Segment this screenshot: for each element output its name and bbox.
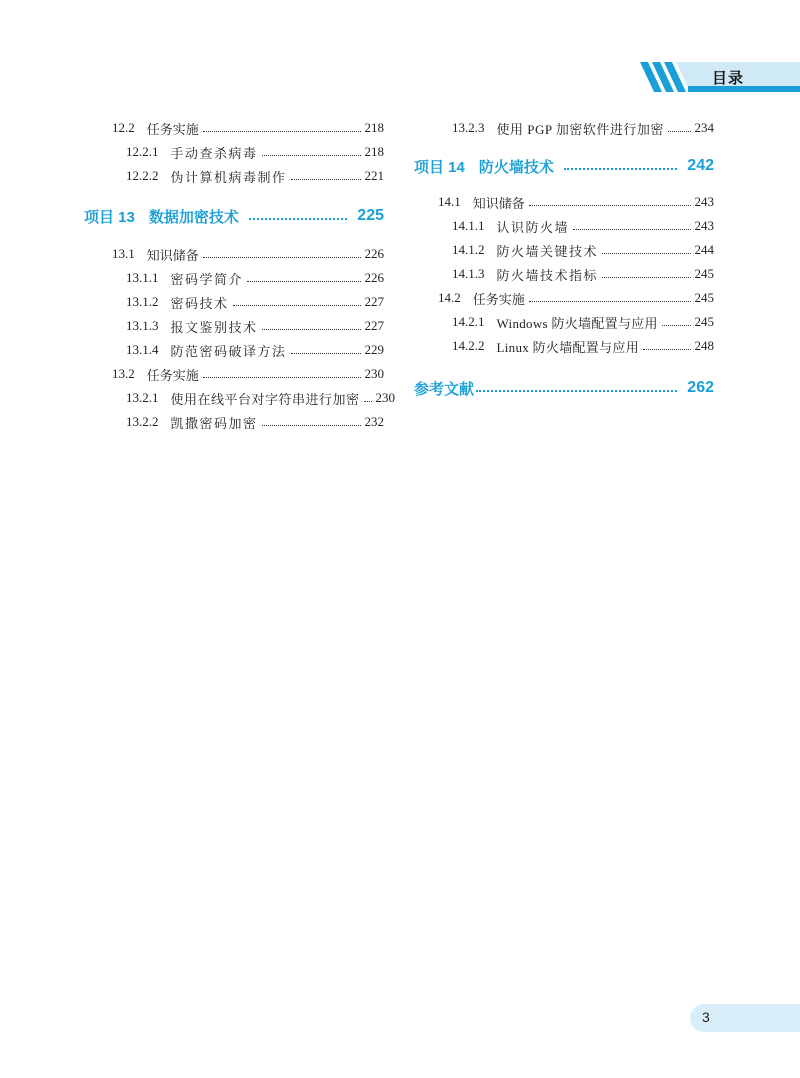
entry-number: 13.1 <box>112 246 135 261</box>
dot-leader <box>291 353 361 354</box>
entry-page: 244 <box>694 242 714 257</box>
toc-entry[interactable] <box>112 164 384 188</box>
entry-page: 226 <box>364 246 384 261</box>
dot-leader <box>529 205 691 206</box>
header-tab <box>640 62 800 92</box>
entry-number: 12.2 <box>112 120 135 135</box>
toc-entry[interactable] <box>112 410 384 434</box>
dot-leader <box>291 179 361 180</box>
toc-entry[interactable] <box>414 334 714 358</box>
entry-page: 227 <box>364 318 384 333</box>
dot-leader <box>602 277 690 278</box>
entry-page: 229 <box>364 342 384 357</box>
entry-title: 密码技术 <box>170 295 229 311</box>
entry-title: 知识储备 <box>472 195 525 211</box>
entry-number: 14.1.2 <box>452 242 485 257</box>
entry-title: 认识防火墙 <box>496 219 570 235</box>
toc-entry[interactable] <box>112 386 396 410</box>
entry-page: 234 <box>694 120 714 135</box>
entry-page: 221 <box>364 168 384 183</box>
toc-entry[interactable] <box>112 116 384 140</box>
dot-leader <box>262 329 361 330</box>
dot-leader <box>662 325 691 326</box>
dot-leader <box>529 301 691 302</box>
references-page: 262 <box>687 379 714 396</box>
entry-number: 13.2.3 <box>452 120 485 135</box>
page-number-tab <box>690 1004 800 1032</box>
toc-entry[interactable] <box>112 242 384 266</box>
toc-entry[interactable] <box>112 290 384 314</box>
entry-number: 14.1.1 <box>452 218 485 233</box>
entry-page: 243 <box>694 194 714 209</box>
toc-entry[interactable] <box>414 286 714 310</box>
toc-entry[interactable] <box>414 238 714 262</box>
entry-number: 12.2.2 <box>126 168 159 183</box>
entry-page: 227 <box>364 294 384 309</box>
entry-page: 245 <box>694 314 714 329</box>
entry-title: 防范密码破译方法 <box>170 343 287 359</box>
toc-entry[interactable] <box>112 362 384 386</box>
toc-entry[interactable] <box>414 116 714 140</box>
entry-title: 使用在线平台对字符串进行加密 <box>170 391 360 407</box>
project-title: 防火墙技术 <box>478 158 554 176</box>
entry-title: 任务实施 <box>146 367 199 383</box>
entry-number: 14.1 <box>438 194 461 209</box>
entry-title: 凯撒密码加密 <box>170 415 258 431</box>
entry-title: 知识储备 <box>146 247 199 263</box>
dot-leader <box>364 401 372 402</box>
entry-number: 14.1.3 <box>452 266 485 281</box>
dot-leader <box>203 377 361 378</box>
entry-number: 14.2.1 <box>452 314 485 329</box>
toc-project-entry[interactable] <box>84 194 384 238</box>
dot-leader <box>476 390 677 392</box>
toc-entry[interactable] <box>112 314 384 338</box>
dot-leader <box>247 281 360 282</box>
entry-title: 手动查杀病毒 <box>170 145 258 161</box>
toc-entry[interactable] <box>414 214 714 238</box>
dot-leader <box>262 155 361 156</box>
toc-entry[interactable] <box>414 190 714 214</box>
entry-title: Linux 防火墙配置与应用 <box>496 339 640 355</box>
entry-title: 防火墙关键技术 <box>496 243 599 259</box>
entry-number: 13.1.4 <box>126 342 159 357</box>
project-page: 242 <box>687 157 714 174</box>
toc-entry[interactable] <box>112 140 384 164</box>
page-title: 目录 <box>712 70 745 87</box>
entry-title: 报文鉴别技术 <box>170 319 258 335</box>
dot-leader <box>564 168 677 170</box>
entry-title: 伪计算机病毒制作 <box>170 169 287 185</box>
project-label: 项目 14 <box>414 158 465 176</box>
entry-title: 任务实施 <box>146 121 199 137</box>
toc-entry[interactable] <box>112 338 384 362</box>
entry-page: 248 <box>694 338 714 353</box>
entry-page: 226 <box>364 270 384 285</box>
dot-leader <box>668 131 691 132</box>
entry-number: 13.1.3 <box>126 318 159 333</box>
entry-title: 防火墙技术指标 <box>496 267 599 283</box>
entry-number: 13.2.1 <box>126 390 159 405</box>
references-title: 参考文献 <box>414 380 475 398</box>
toc-left-column <box>84 116 396 434</box>
entry-page: 230 <box>375 390 396 405</box>
entry-title: 任务实施 <box>472 291 525 307</box>
entry-number: 13.1.2 <box>126 294 159 309</box>
entry-page: 218 <box>364 120 384 135</box>
page-number: 3 <box>702 1009 710 1025</box>
entry-page: 243 <box>694 218 714 233</box>
entry-page: 218 <box>364 144 384 159</box>
entry-number: 13.2.2 <box>126 414 159 429</box>
dot-leader <box>262 425 361 426</box>
entry-number: 14.2.2 <box>452 338 485 353</box>
toc-entry[interactable] <box>112 266 384 290</box>
dot-leader <box>203 131 361 132</box>
entry-title: 使用 PGP 加密软件进行加密 <box>496 121 664 137</box>
entry-number: 13.2 <box>112 366 135 381</box>
toc-references-entry[interactable] <box>414 366 714 410</box>
entry-title: Windows 防火墙配置与应用 <box>496 315 658 331</box>
dot-leader <box>602 253 690 254</box>
entry-number: 14.2 <box>438 290 461 305</box>
entry-page: 230 <box>364 366 384 381</box>
entry-title: 密码学简介 <box>170 271 244 287</box>
toc-project-entry[interactable] <box>414 144 714 188</box>
entry-page: 245 <box>694 290 714 305</box>
entry-page: 245 <box>694 266 714 281</box>
dot-leader <box>643 349 690 350</box>
entry-page: 232 <box>364 414 384 429</box>
project-title: 数据加密技术 <box>148 208 239 226</box>
entry-number: 13.1.1 <box>126 270 159 285</box>
project-page: 225 <box>357 207 384 224</box>
dot-leader <box>249 218 347 220</box>
dot-leader <box>573 229 690 230</box>
toc-right-column <box>414 116 714 410</box>
entry-number: 12.2.1 <box>126 144 159 159</box>
toc-entry[interactable] <box>414 262 714 286</box>
dot-leader <box>203 257 361 258</box>
toc-entry[interactable] <box>414 310 714 334</box>
dot-leader <box>233 305 361 306</box>
project-label: 项目 13 <box>84 208 135 226</box>
